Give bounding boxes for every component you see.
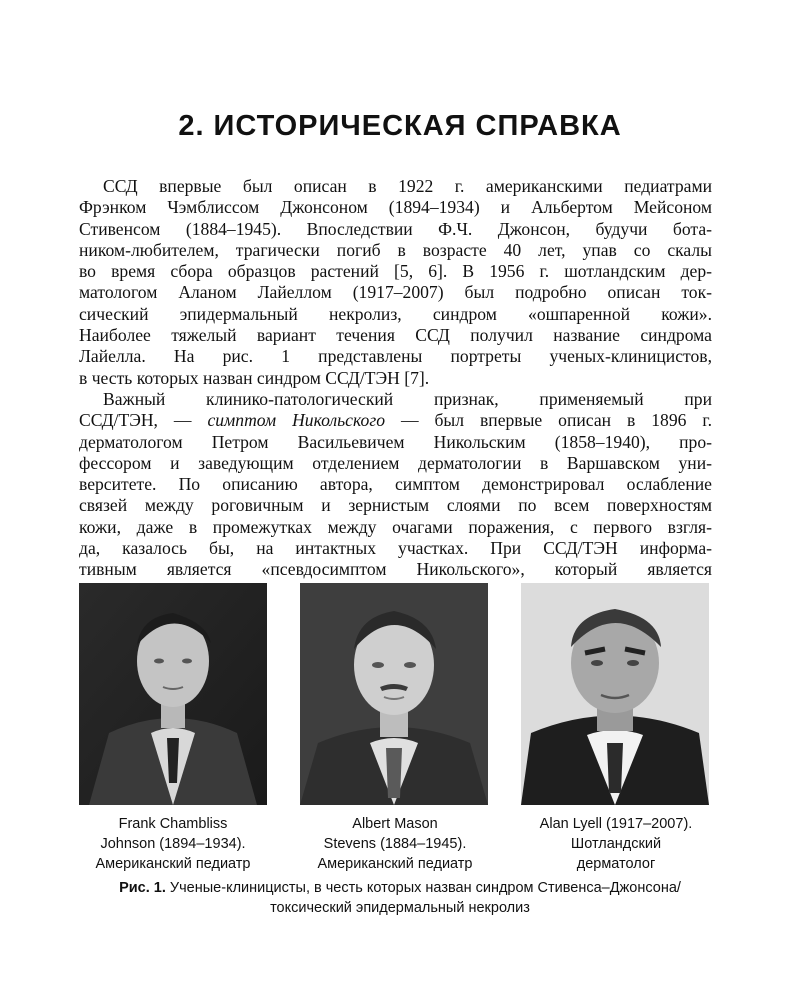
- figure-caption: [60, 878, 740, 918]
- text-line: связей между роговичным и зернистым слоями по всем поверхностям: [79, 495, 712, 516]
- caption-johnson: [68, 814, 278, 874]
- portrait-johnson: [79, 583, 267, 805]
- caption-lyell: [511, 814, 721, 874]
- text-line: во время сбора образцов растений [5, 6]. В 1956 г. шотландским дер-: [79, 261, 712, 282]
- caption-line: Johnson (1894–1934).: [100, 836, 246, 852]
- body-text: [79, 176, 712, 581]
- text-line: да, казалось бы, на интактных участках. При ССД/ТЭН информа-: [79, 538, 712, 559]
- text-line: сический эпидермальный некролиз, синдром «ошпаренной кожи».: [79, 303, 712, 324]
- text-fragment: — был впервые описан в 1896 г.: [385, 410, 713, 431]
- text-line: Важный клинико-патологический признак, применяемый при: [103, 388, 712, 409]
- text-fragment: ССД/ТЭН, —: [79, 410, 208, 431]
- text-line: ником-любителем, трагически погиб в возрасте 40 лет, упав со скалы: [79, 239, 712, 260]
- text-line: Наиболее тяжелый вариант течения ССД получил название синдрома: [79, 325, 712, 346]
- text-line: дерматологом Петром Васильевичем Никольским (1858–1940), про-: [79, 431, 712, 452]
- caption-line: Frank Chambliss: [118, 816, 228, 832]
- caption-line: Alan Lyell (1917–2007).: [539, 816, 693, 832]
- figure-caption-text: Ученые-клиницисты, в честь которых назван синдром Стивенса–Джонсона/: [165, 880, 681, 896]
- text-line: верситете. По описанию автора, симптом демонстрировал ослабление: [79, 474, 712, 495]
- text-line: Стивенсом (1884–1945). Впоследствии Ф.Ч. Джонсон, будучи бота-: [79, 218, 712, 239]
- figure-caption-line: токсический эпидермальный некролиз: [270, 900, 530, 916]
- caption-line: Шотландский: [570, 836, 662, 852]
- section-heading: 2. ИСТОРИЧЕСКАЯ СПРАВКА: [178, 110, 622, 142]
- nikolsky-sign-term: симптом Никольского: [207, 410, 385, 431]
- portrait-stevens: [300, 583, 488, 805]
- text-line: фессором и заведующим отделением дерматологии в Варшавском уни-: [79, 452, 712, 473]
- text-line: Лайелла. На рис. 1 представлены портреты ученых-клиницистов,: [79, 346, 712, 367]
- text-line: кожи, даже в промежутках между очагами поражения, с первого взгля-: [79, 516, 712, 537]
- figure-caption-line: [60, 878, 740, 898]
- text-line: Фрэнком Чэмблиссом Джонсоном (1894–1934) и Альбертом Мейсоном: [79, 197, 712, 218]
- text-line: ССД впервые был описан в 1922 г. американскими педиатрами: [103, 176, 712, 196]
- caption-line: Stevens (1884–1945).: [323, 836, 467, 852]
- text-line-with-term: [79, 410, 712, 431]
- text-line: в честь которых назван синдром ССД/ТЭН [7].: [79, 367, 430, 388]
- figure-label: Рис. 1.: [119, 880, 166, 896]
- caption-stevens: [290, 814, 500, 874]
- portrait-lyell: [521, 583, 709, 805]
- caption-line: Albert Mason: [352, 816, 438, 832]
- text-line: тивным является «псевдосимптом Никольского», который является: [79, 559, 712, 580]
- text-line: матологом Аланом Лайеллом (1917–2007) был подробно описан ток-: [79, 282, 712, 303]
- caption-line: Американский педиатр: [317, 856, 473, 872]
- caption-line: дерматолог: [576, 856, 656, 872]
- caption-line: Американский педиатр: [95, 856, 251, 872]
